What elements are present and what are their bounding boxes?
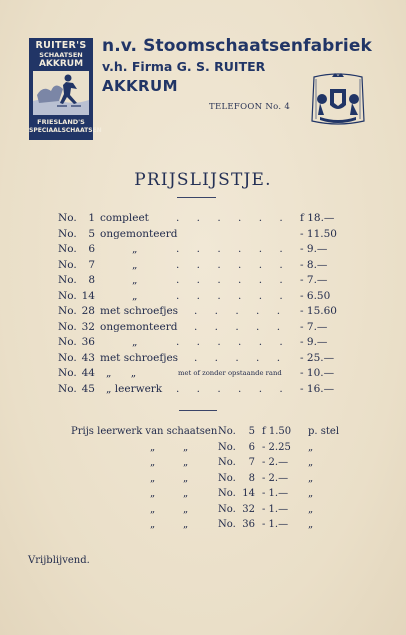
row-description: „ xyxy=(132,289,138,302)
row-price: - 6.50 xyxy=(300,289,331,302)
price-row xyxy=(0,367,406,382)
row-no-label: No. xyxy=(218,441,236,453)
leerwerk-row xyxy=(0,519,406,534)
row-unit: „ xyxy=(308,488,314,499)
row-price: - 7.— xyxy=(300,274,328,286)
leader-dots: . . . . . . xyxy=(176,382,290,395)
row-price: - 9.— xyxy=(300,336,328,348)
row-unit: „ xyxy=(308,457,314,468)
row-number: 14 xyxy=(242,488,255,499)
price-row xyxy=(0,259,406,274)
row-no-label: No. xyxy=(218,426,236,437)
ditto-mark: „ xyxy=(150,519,156,530)
leerwerk-row xyxy=(0,488,406,503)
row-no-label: No. xyxy=(58,351,77,364)
row-price: - 10.— xyxy=(300,367,335,379)
row-price: - 1.— xyxy=(262,503,289,515)
row-no-label: No. xyxy=(218,519,236,530)
row-description: compleet xyxy=(100,212,149,224)
leader-dots: . . . . . xyxy=(194,320,288,333)
ditto-mark: „ xyxy=(150,488,156,499)
row-number: 32 xyxy=(81,320,95,333)
leader-dots: . . . . . . xyxy=(176,258,290,271)
row-number: 45 xyxy=(81,382,95,395)
company-city: AKKRUM xyxy=(102,77,178,95)
row-description: „ xyxy=(132,336,138,348)
row-unit: „ xyxy=(308,503,314,515)
price-row xyxy=(0,212,406,227)
skater-illustration-icon xyxy=(33,71,89,115)
row-description: „ leerwerk xyxy=(106,382,163,395)
leerwerk-label: Prijs leerwerk van schaatsen xyxy=(71,426,218,437)
price-row xyxy=(0,321,406,336)
leader-dots: . . . . . . xyxy=(176,336,290,348)
row-price: - 9.— xyxy=(300,243,328,255)
row-description: „ xyxy=(132,258,138,271)
row-no-label: No. xyxy=(58,258,77,271)
ditto-mark: „ xyxy=(183,519,189,530)
row-no-label: No. xyxy=(218,472,236,484)
row-number: 5 xyxy=(248,426,255,437)
row-description: „ xyxy=(132,274,138,286)
title-divider xyxy=(177,197,216,198)
row-number: 36 xyxy=(242,519,255,530)
leerwerk-row xyxy=(0,426,406,441)
row-price: - 16.— xyxy=(300,382,335,395)
row-price: - 2.25 xyxy=(262,441,291,453)
price-row xyxy=(0,336,406,351)
section-divider xyxy=(179,410,217,411)
row-price: - 2.— xyxy=(262,457,289,468)
logo-line-4: FRIESLAND'S xyxy=(37,118,85,126)
price-row xyxy=(0,352,406,367)
row-no-label: No. xyxy=(58,274,77,286)
price-row xyxy=(0,228,406,243)
row-price: f 18.— xyxy=(300,212,335,224)
price-row xyxy=(0,290,406,305)
leader-dots: . . . . . . xyxy=(176,212,290,224)
row-no-label: No. xyxy=(58,227,77,240)
leerwerk-row xyxy=(0,473,406,488)
price-row xyxy=(0,305,406,320)
row-unit: „ xyxy=(308,519,314,530)
royal-crest-icon xyxy=(306,73,370,133)
leerwerk-row xyxy=(0,504,406,519)
leader-dots: . . . . . . xyxy=(176,274,290,286)
price-row xyxy=(0,383,406,398)
ditto-mark: „ xyxy=(150,472,156,484)
row-unit: „ xyxy=(308,441,314,453)
row-no-label: No. xyxy=(58,320,77,333)
logo-line-2: SCHAATSEN xyxy=(39,51,83,59)
ditto-mark: „ xyxy=(183,488,189,499)
row-no-label: No. xyxy=(58,243,77,255)
ditto-mark: „ xyxy=(150,441,156,453)
ditto-mark: „ xyxy=(150,503,156,515)
row-no-label: No. xyxy=(58,367,77,379)
row-number: 6 xyxy=(248,441,255,453)
row-number: 1 xyxy=(88,212,95,224)
logo-line-1: RUITER'S xyxy=(35,40,87,51)
price-row xyxy=(0,274,406,289)
logo-line-3: AKKRUM xyxy=(38,59,84,69)
row-number: 43 xyxy=(81,351,95,364)
leader-dots: . . . . . xyxy=(194,305,288,317)
row-price: - 2.— xyxy=(262,472,289,484)
row-price: - 8.— xyxy=(300,258,328,271)
brand-logo xyxy=(29,38,102,140)
row-number: 36 xyxy=(81,336,95,348)
leader-dots: . . . . . . xyxy=(176,243,290,255)
row-price: - 25.— xyxy=(300,351,335,364)
row-no-label: No. xyxy=(58,336,77,348)
logo-line-5: SPECIAALSCHAATSEN xyxy=(29,127,102,134)
row-price: - 15.60 xyxy=(300,305,337,317)
leerwerk-row xyxy=(0,457,406,472)
row-price: - 11.50 xyxy=(300,227,337,240)
page-title: PRIJSLIJSTJE. xyxy=(134,170,272,190)
telephone-number: TELEFOON No. 4 xyxy=(209,102,291,112)
ditto-mark: „ xyxy=(183,457,189,468)
row-no-label: No. xyxy=(218,488,236,499)
row-number: 5 xyxy=(88,227,95,240)
leader-dots: . . . . . . xyxy=(176,289,290,302)
row-unit: p. stel xyxy=(308,426,340,437)
row-description: met schroefjes xyxy=(100,351,179,364)
row-number: 6 xyxy=(88,243,95,255)
leerwerk-row xyxy=(0,442,406,457)
row-price: - 1.— xyxy=(262,488,289,499)
row-no-label: No. xyxy=(218,503,236,515)
row-note: met of zonder opstaande rand xyxy=(178,369,282,377)
ditto-mark: „ xyxy=(183,472,189,484)
row-number: 8 xyxy=(88,274,95,286)
ditto-mark: „ xyxy=(150,457,156,468)
row-description: „ „ xyxy=(106,367,145,379)
ditto-mark: „ xyxy=(183,503,189,515)
row-no-label: No. xyxy=(218,457,236,468)
company-former-name: v.h. Firma G. S. RUITER xyxy=(102,59,266,74)
row-number: 14 xyxy=(81,289,95,302)
ditto-mark: „ xyxy=(183,441,189,453)
row-number: 32 xyxy=(242,503,255,515)
row-unit: „ xyxy=(308,472,314,484)
row-description: ongemonteerd xyxy=(100,227,178,240)
row-no-label: No. xyxy=(58,289,77,302)
row-price: f 1.50 xyxy=(262,426,292,437)
leader-dots: . . . . . xyxy=(194,351,288,364)
row-description: met schroefjes xyxy=(100,305,179,317)
row-description: „ xyxy=(132,243,138,255)
row-no-label: No. xyxy=(58,212,77,224)
row-number: 7 xyxy=(88,258,95,271)
row-number: 28 xyxy=(81,305,95,317)
row-price: - 1.— xyxy=(262,519,289,530)
row-no-label: No. xyxy=(58,382,77,395)
row-description: ongemonteerd xyxy=(100,320,178,333)
row-number: 44 xyxy=(81,367,95,379)
row-no-label: No. xyxy=(58,305,77,317)
footer-note: Vrijblijvend. xyxy=(28,555,90,566)
row-number: 8 xyxy=(248,472,255,484)
price-row xyxy=(0,243,406,258)
row-price: - 7.— xyxy=(300,320,328,333)
company-name: n.v. Stoomschaatsenfabriek xyxy=(102,36,372,56)
row-number: 7 xyxy=(248,457,255,468)
